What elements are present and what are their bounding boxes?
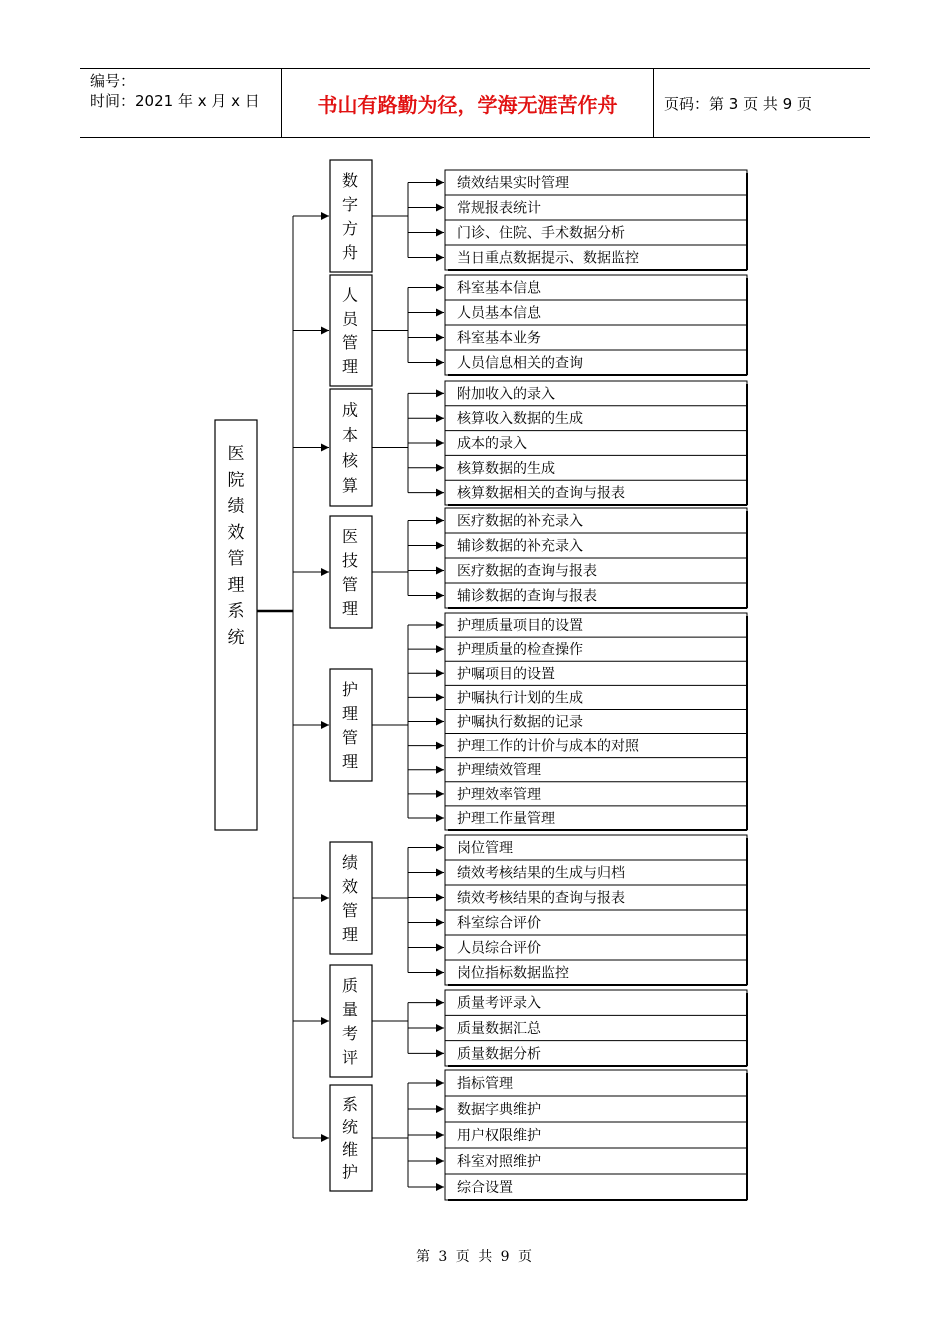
- item-label: 护嘱执行数据的记录: [457, 714, 583, 731]
- arrow-head: [436, 284, 444, 292]
- module-label: 成本核算: [341, 400, 359, 496]
- item-label: 医疗数据的补充录入: [457, 513, 583, 530]
- item-label: 护理工作量管理: [457, 810, 555, 827]
- arrow-head: [436, 919, 444, 927]
- item-label: 护理工作的计价与成本的对照: [457, 738, 639, 755]
- module-label: 医技管理: [341, 526, 359, 618]
- header-page-label: 页码：第 3 页 共 9 页: [664, 95, 812, 113]
- arrow-head: [436, 693, 444, 701]
- item-label: 绩效考核结果的生成与归档: [457, 865, 625, 882]
- arrow-head: [436, 517, 444, 525]
- item-label: 绩效考核结果的查询与报表: [457, 890, 625, 907]
- arrow-head: [436, 1049, 444, 1057]
- item-label: 绩效结果实时管理: [457, 175, 569, 192]
- arrow-head: [436, 1131, 444, 1139]
- item-label: 护理绩效管理: [457, 762, 541, 779]
- arrow-head: [436, 489, 444, 497]
- module-label: 人员管理: [341, 285, 359, 376]
- item-label: 指标管理: [457, 1076, 513, 1092]
- arrow-head: [436, 766, 444, 774]
- arrow-head: [321, 444, 329, 452]
- page-footer: 第 3 页 共 9 页: [415, 1249, 535, 1265]
- module-label: 绩效管理: [341, 852, 359, 944]
- item-label: 核算数据相关的查询与报表: [457, 485, 625, 502]
- item-label: 核算数据的生成: [457, 460, 555, 477]
- arrow-head: [321, 212, 329, 220]
- item-label: 护理质量的检查操作: [457, 642, 583, 659]
- arrow-head: [436, 414, 444, 422]
- arrow-head: [436, 1024, 444, 1032]
- arrow-head: [321, 894, 329, 902]
- arrow-head: [436, 359, 444, 367]
- module-label: 系统维护: [341, 1095, 359, 1182]
- item-label: 科室对照维护: [457, 1154, 541, 1170]
- module-label: 质量考评: [341, 975, 359, 1067]
- module-label: 护理管理: [341, 679, 359, 771]
- arrow-head: [321, 721, 329, 729]
- arrow-head: [436, 254, 444, 262]
- arrow-head: [436, 1157, 444, 1165]
- item-label: 护理效率管理: [457, 786, 541, 803]
- arrow-head: [436, 204, 444, 212]
- arrow-head: [436, 742, 444, 750]
- arrow-head: [436, 179, 444, 187]
- header-motto: 书山有路勤为径，学海无涯苦作舟: [317, 93, 618, 117]
- arrow-head: [436, 944, 444, 952]
- item-label: 质量数据汇总: [457, 1021, 541, 1037]
- arrow-head: [436, 592, 444, 600]
- item-label: 成本的录入: [457, 436, 527, 452]
- arrow-head: [321, 1134, 329, 1142]
- arrow-head: [436, 894, 444, 902]
- item-label: 护理质量项目的设置: [457, 618, 583, 635]
- arrow-head: [321, 568, 329, 576]
- item-label: 数据字典维护: [457, 1102, 541, 1118]
- time-label: 时间：2021 年 x 月 x 日: [90, 92, 260, 110]
- arrow-head: [436, 439, 444, 447]
- item-label: 护嘱项目的设置: [457, 666, 555, 683]
- item-label: 医疗数据的查询与报表: [457, 563, 597, 580]
- arrow-head: [321, 327, 329, 335]
- arrow-head: [436, 567, 444, 575]
- item-label: 人员基本信息: [457, 305, 541, 322]
- arrow-head: [321, 1017, 329, 1025]
- item-label: 当日重点数据提示、数据监控: [457, 250, 639, 267]
- item-label: 综合设置: [457, 1180, 513, 1196]
- arrow-head: [436, 999, 444, 1007]
- arrow-head: [436, 790, 444, 798]
- item-label: 科室基本信息: [457, 280, 541, 297]
- item-label: 辅诊数据的补充录入: [457, 538, 583, 555]
- item-label: 辅诊数据的查询与报表: [457, 588, 597, 605]
- item-label: 常规报表统计: [457, 200, 541, 217]
- arrow-head: [436, 621, 444, 629]
- item-label: 人员信息相关的查询: [457, 355, 583, 372]
- arrow-head: [436, 869, 444, 877]
- arrow-head: [436, 969, 444, 977]
- item-label: 核算收入数据的生成: [457, 411, 583, 428]
- item-label: 护嘱执行计划的生成: [457, 690, 583, 707]
- item-label: 用户权限维护: [457, 1128, 541, 1144]
- arrow-head: [436, 1183, 444, 1191]
- number-label: 编号：: [90, 72, 136, 90]
- arrow-head: [436, 844, 444, 852]
- item-label: 门诊、住院、手术数据分析: [457, 225, 625, 242]
- arrow-head: [436, 1079, 444, 1087]
- item-label: 岗位指标数据监控: [457, 965, 569, 982]
- item-label: 质量考评录入: [457, 995, 541, 1012]
- item-label: 科室基本业务: [457, 330, 541, 347]
- root-label: 医院绩效管理系统: [227, 444, 245, 648]
- arrow-head: [436, 1105, 444, 1113]
- item-label: 岗位管理: [457, 840, 513, 857]
- arrow-head: [436, 814, 444, 822]
- arrow-head: [436, 645, 444, 653]
- module-label: 数字方舟: [341, 170, 359, 262]
- arrow-head: [436, 464, 444, 472]
- arrow-head: [436, 669, 444, 677]
- item-label: 附加收入的录入: [457, 386, 555, 403]
- arrow-head: [436, 389, 444, 397]
- item-label: 质量数据分析: [457, 1046, 541, 1063]
- item-label: 科室综合评价: [457, 915, 541, 932]
- arrow-head: [436, 229, 444, 237]
- arrow-head: [436, 334, 444, 342]
- arrow-head: [436, 542, 444, 550]
- item-label: 人员综合评价: [457, 940, 541, 957]
- arrow-head: [436, 718, 444, 726]
- arrow-head: [436, 309, 444, 317]
